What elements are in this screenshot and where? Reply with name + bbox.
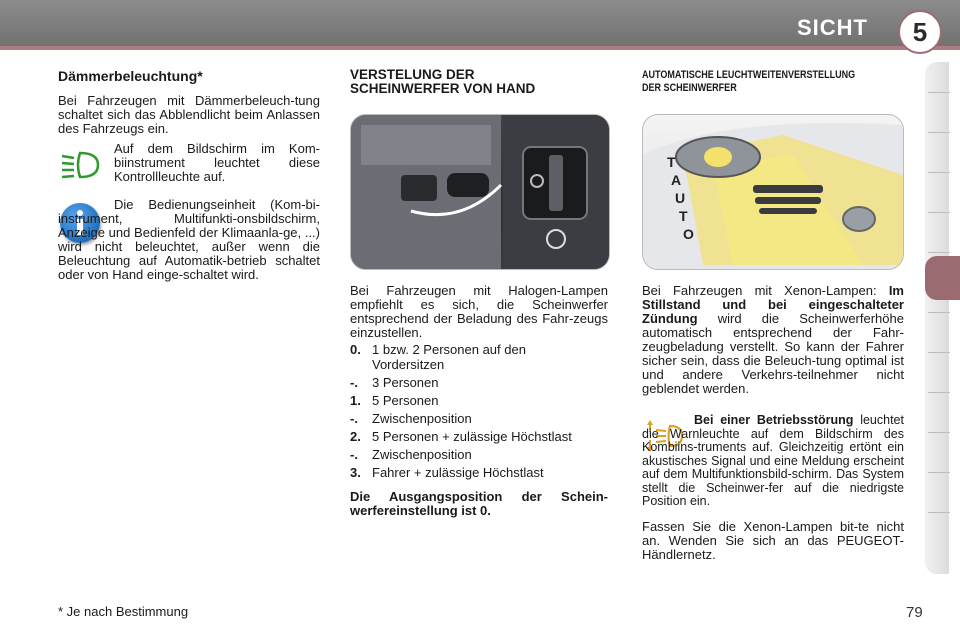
dipped-beam-lamp-icon [58,148,102,182]
list-item [350,465,608,480]
col2-heading-line1: VERSTELUNG DER [350,67,475,82]
page-number: 79 [906,604,923,621]
col3-warning-text [642,414,904,509]
active-chapter-tab[interactable] [925,256,960,300]
col1-heading: Dämmerbeleuchtung* [58,68,203,84]
chapter-tab-bar[interactable] [925,62,949,574]
car-front-photo [642,114,904,270]
section-title: SICHT [797,15,868,40]
tab-divider [928,252,950,253]
auto-label-t: T [667,154,676,170]
auto-label-o: O [683,226,694,242]
tab-divider [928,512,950,513]
tab-divider [928,392,950,393]
col3-heading [642,69,912,95]
list-item-text: 1 bzw. 2 Personen auf den Vordersitzen [372,342,526,372]
tab-divider [928,92,950,93]
list-item [350,411,608,426]
list-item [350,375,608,390]
col3-intro-plain: Bei Fahrzeugen mit Xenon-Lampen: [642,283,877,298]
col1-lamp-text: Auf dem Bildschirm im Kom-biinstrument leuchtet diese Kontrollleuchte auf. [114,141,320,184]
col2-intro: Bei Fahrzeugen mit Halogen-Lampen empfiehlt es sich, die Scheinwerfer entsprechend der Beladung des Fahr-zeugs einzustellen. [350,283,608,340]
col3-intro-bold: Im Stillstand und bei eingeschalteter Zündung [642,283,904,326]
col3-advice: Fassen Sie die Xenon-Lampen bit-te nicht an. Wenden Sie sich an das PEUGEOT-Händlernetz. [642,519,904,562]
headlamp-adjuster-photo [350,114,610,270]
list-item-key: -. [350,447,358,462]
col3-intro-rest: wird die Scheinwerferhöhe automatisch entsprechend der Fahr-zeugbeladung verstellt. So kann der Fahrer sicher sein, dass die Beleuch-tung optimal ist und andere Verkehrs-teilnehmer nicht geblendet werden. [642,311,904,396]
list-item-key: 2. [350,429,361,444]
col3-heading-line1: AUTOMATISCHE LEUCHTWEITENVERSTELLUNG [642,69,856,81]
list-item-text: 5 Personen [372,393,439,408]
tab-divider [928,212,950,213]
col1-intro: Bei Fahrzeugen mit Dämmerbeleuch-tung schaltet sich das Abblendlicht beim Anlassen des Fahrzeugs ein. [58,93,320,136]
tab-divider [928,132,950,133]
list-item-key: 1. [350,393,361,408]
col1-info-text: Die Bedienungseinheit (Kom-bi-instrument, Multifunkti-onsbildschirm, Anzeige und Bedienfeld der Klimaanla-ge, ...) wird nicht beleuchtet, außer wenn die Beleuchtung auf Automatik-betrieb schaltet oder von Hand einge-schaltet wird. [58,197,320,282]
tab-divider [928,172,950,173]
auto-label-u: U [675,190,686,206]
auto-label-t2: T [679,208,688,224]
footnote: * Je nach Bestimmung [58,604,189,619]
tab-divider [928,432,950,433]
list-item-text: 3 Personen [372,375,439,390]
col3-warning-bold: Bei einer Betriebsstörung [694,413,854,427]
tab-divider [928,352,950,353]
list-item-key: -. [350,411,358,426]
list-item [350,342,608,372]
tab-divider [928,472,950,473]
list-item [350,429,608,444]
list-item-key: 3. [350,465,361,480]
col3-warning-body: leuchtet die Warnleuchte auf dem Bildschirm des Kombiins-truments auf. Gleichzeitig ertönt ein akustisches Signal und eine Meldung erscheint auf dem Multifunktionsbild-schirm. Das System stellt die Scheinwer-fer auf die niedrigste Position ein. [642,413,904,508]
list-item-key: 0. [350,342,361,357]
list-item-text: 5 Personen + zulässige Höchstlast [372,429,572,444]
col2-closing: Die Ausgangsposition der Schein-werfereinstellung ist 0. [350,489,608,518]
list-item-key: -. [350,375,358,390]
list-item-text: Zwischenposition [372,411,472,426]
auto-label-a: A [671,172,682,188]
col2-heading-line2: SCHEINWERFER VON HAND [350,81,536,96]
header-accent-strip [0,46,960,50]
col3-heading-line2: DER SCHEINWERFER [642,82,737,94]
list-item [350,447,608,462]
load-position-list [350,342,608,483]
chapter-number-badge: 5 [898,10,942,54]
list-item-text: Fahrer + zulässige Höchstlast [372,465,544,480]
col2-heading [350,68,535,96]
list-item [350,393,608,408]
list-item-text: Zwischenposition [372,447,472,462]
col3-intro [642,284,904,396]
tab-divider [928,312,950,313]
